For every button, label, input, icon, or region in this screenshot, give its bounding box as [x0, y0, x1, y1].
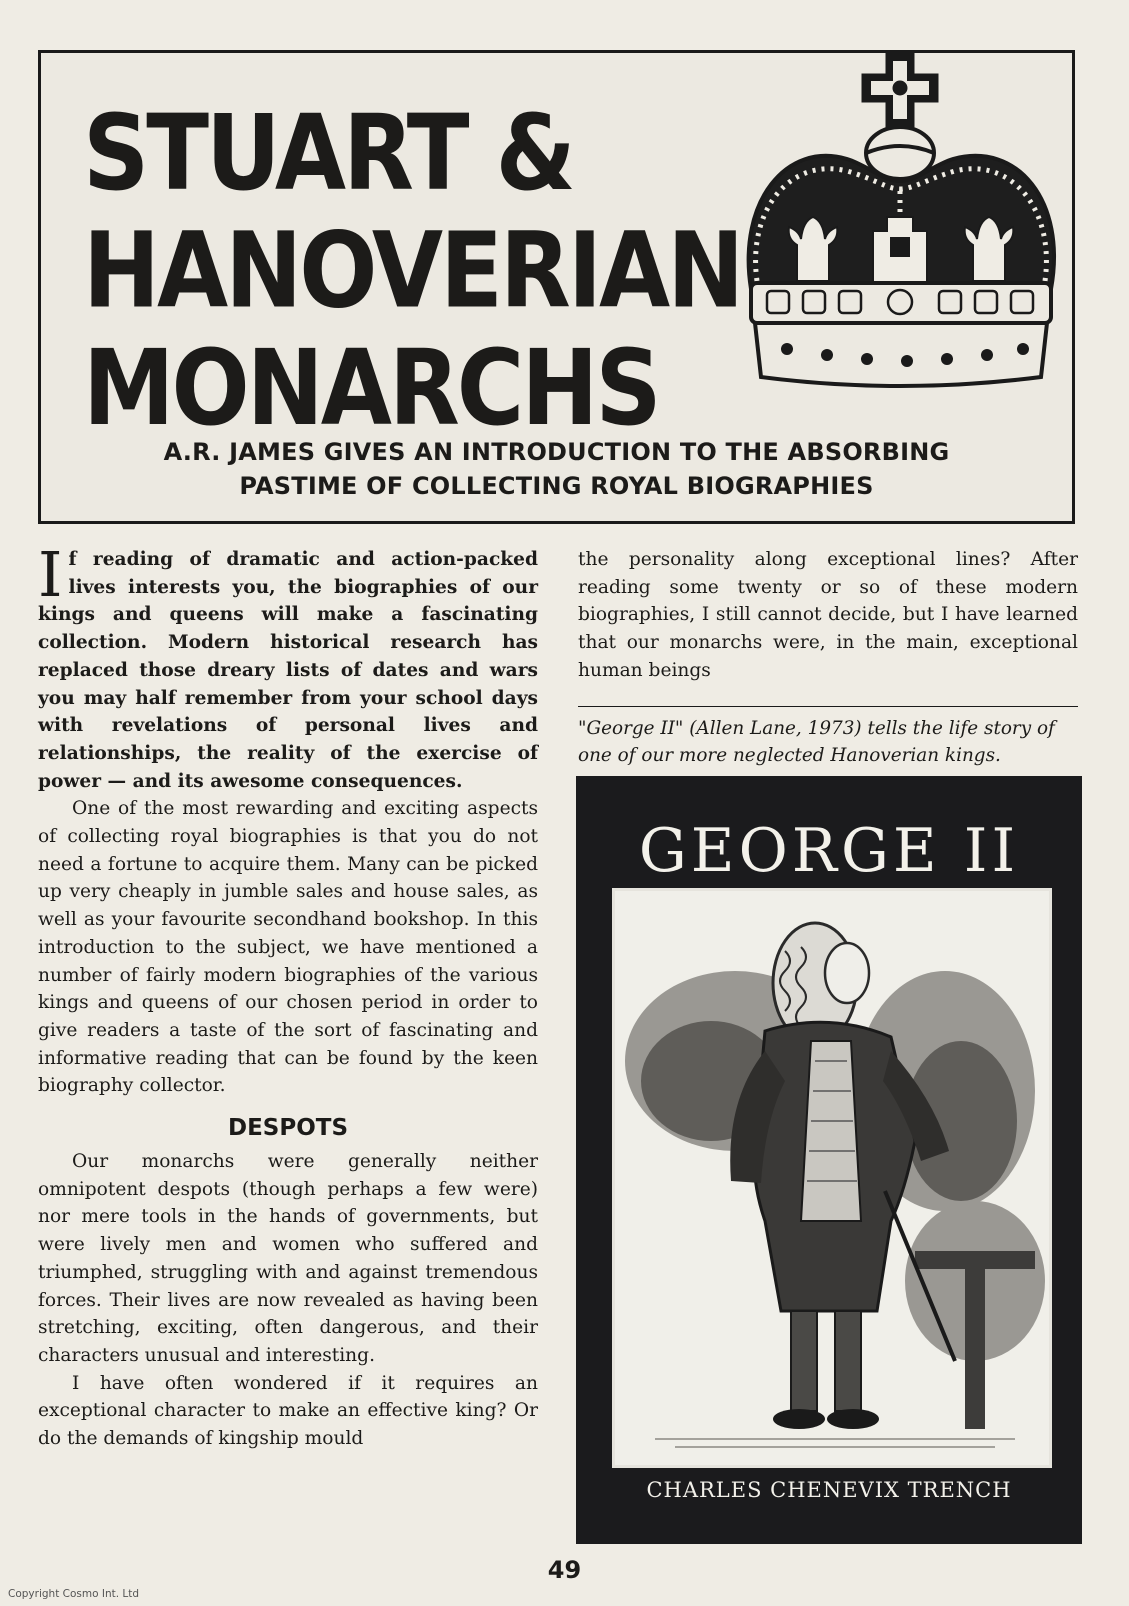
body-paragraph: One of the most rewarding and exciting aspects of collecting royal biographies is that you do not need a fortune to acquire them. Many can be picked up very cheaply in jumble sales and house sales, as well as your favourite secondhand bookshop. In this introduction to the subject, we have mentioned a number of fairly modern biographies of the various kings and queens of our chosen period in order to give readers a taste of the sort of fascinating and informative reading that can be found by the keen biography collector.: [38, 798, 538, 1097]
body-paragraph: I have often wondered if it requires an exceptional character to make an effective king? Or do the demands of kingship mould: [38, 1372, 538, 1450]
section-heading: DESPOTS: [227, 1115, 349, 1142]
title-line: HANOVERIAN: [83, 210, 742, 332]
portrait-plate: [612, 888, 1052, 1468]
subtitle-line: A.R. JAMES GIVES AN INTRODUCTION TO THE ABSORBING: [163, 438, 950, 466]
title-line: MONARCHS: [83, 327, 659, 449]
subtitle-line: PASTIME OF COLLECTING ROYAL BIOGRAPHIES: [239, 472, 874, 500]
book-cover: [576, 776, 1082, 1544]
copyright-notice: Copyright Cosmo Int. Ltd: [8, 1588, 140, 1600]
drop-cap: I: [38, 538, 63, 611]
header-box: [38, 50, 1075, 524]
body-paragraph: the personality along exceptional lines? After reading some twenty or so of these modern biographies, I still cannot decide, but I have learned that our monarchs were, in the main, exceptional human beings: [578, 549, 1078, 681]
article-subtitle: [41, 435, 1072, 503]
article-title: [83, 92, 742, 449]
intro-paragraph: [38, 538, 538, 795]
article-column-right: [578, 546, 1078, 685]
crown-illustration: [727, 31, 1075, 421]
body-paragraph: Our monarchs were generally neither omnipotent despots (though perhaps a few were) nor mere tools in the hands of governments, but were lively men and women who suffered and triumphed, struggling with and against tremendous forces. Their lives are now revealed as having been stretching, exciting, often dangerous, and their characters unusual and interesting.: [38, 1151, 538, 1366]
king-portrait-illustration: [615, 891, 1049, 1465]
book-title: GEORGE II: [638, 816, 1020, 886]
title-line: STUART &: [83, 92, 573, 214]
article-column-left: [38, 538, 538, 1453]
image-caption: "George II" (Allen Lane, 1973) tells the life story of one of our more neglected Hanoverian kings.: [578, 706, 1078, 769]
intro-text: f reading of dramatic and action-packed lives interests you, the biographies of our kings and queens will make a fascinating collection. Modern historical research has replaced those dreary lists of dates and wars you may half remember from your school days with revelations of personal lives and relationships, the reality of the exercise of power — and its awesome consequences.: [38, 549, 538, 792]
book-author: CHARLES CHENEVIX TRENCH: [646, 1478, 1012, 1502]
page-number: 49: [547, 1556, 582, 1584]
crown-cross: [863, 53, 937, 127]
